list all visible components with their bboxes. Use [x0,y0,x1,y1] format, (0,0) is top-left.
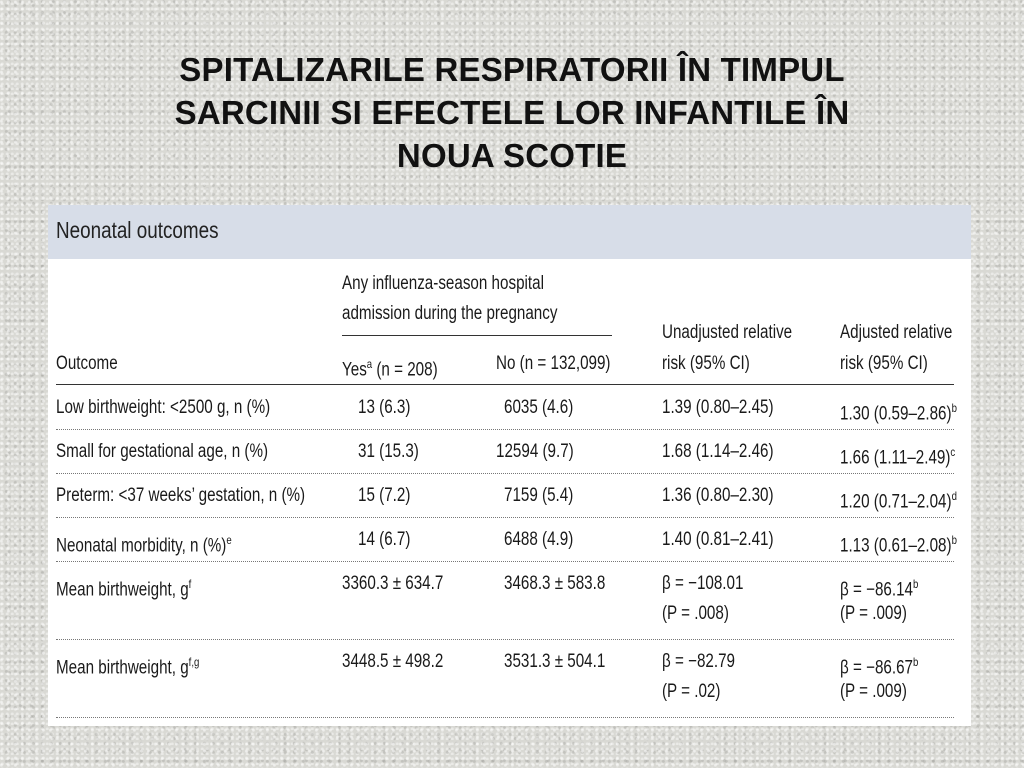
row-separator [56,517,954,518]
row-neonatal-morbidity-yes: 14 (6.7) [358,529,411,550]
row-small-for-gestational-age-unadjusted: 1.68 (1.14–2.46) [662,441,774,462]
row-mean-birthweight-adjusted-p: (P = .009) [840,603,907,624]
row-preterm-yes: 15 (7.2) [358,485,411,506]
row-low-birthweight-adjusted-value: 1.30 (0.59–2.86) [840,403,952,425]
header-rule [56,384,954,385]
row-neonatal-morbidity-outcome [56,529,232,557]
col-outcome: Outcome [56,353,118,374]
row-mean-birthweight-2-outcome [56,651,199,679]
row-separator [56,639,954,640]
col-yes [342,353,438,381]
row-mean-birthweight-2-unadjusted-p: (P = .02) [662,681,721,702]
neonatal-outcomes-table [48,205,971,726]
row-mean-birthweight-unadjusted: β = −108.01 [662,573,744,594]
row-mean-birthweight-unadjusted-p: (P = .008) [662,603,729,624]
row-mean-birthweight-no: 3468.3 ± 583.8 [504,573,606,594]
row-low-birthweight-unadjusted: 1.39 (0.80–2.45) [662,397,774,418]
row-mean-birthweight-2-no: 3531.3 ± 504.1 [504,651,606,672]
row-separator [56,473,954,474]
table-header-band [48,205,971,259]
row-mean-birthweight-2-adjusted [840,651,918,679]
group-header-line-2: admission during the pregnancy [342,303,558,324]
row-mean-birthweight-outcome-label: Mean birthweight, g [56,579,189,601]
row-mean-birthweight-outcome [56,573,191,601]
col-unadjusted-line-2: risk (95% CI) [662,353,750,374]
col-yes-label: Yes [342,359,367,381]
row-neonatal-morbidity-no: 6488 (4.9) [504,529,574,550]
row-preterm-adjusted-value: 1.20 (0.71–2.04) [840,491,952,513]
slide-title [60,48,964,177]
row-mean-birthweight-2-adjusted-value: β = −86.67 [840,657,913,679]
row-neonatal-morbidity-outcome-label: Neonatal morbidity, n (%) [56,535,227,557]
row-separator [56,561,954,562]
row-mean-birthweight-adjusted-value: β = −86.14 [840,579,913,601]
row-mean-birthweight-yes: 3360.3 ± 634.7 [342,573,444,594]
slide-title-line-1: SPITALIZARILE RESPIRATORII ÎN TIMPUL [179,51,845,88]
row-preterm-no: 7159 (5.4) [504,485,574,506]
row-low-birthweight-yes: 13 (6.3) [358,397,411,418]
col-unadjusted-line-1: Unadjusted relative [662,322,793,343]
col-yes-footnote: a [366,357,373,371]
row-small-for-gestational-age-outcome: Small for gestational age, n (%) [56,441,269,462]
row-low-birthweight-adjusted [840,397,957,425]
row-preterm-outcome: Preterm: <37 weeks’ gestation, n (%) [56,485,306,506]
row-small-for-gestational-age-yes: 31 (15.3) [358,441,419,462]
row-low-birthweight-no: 6035 (4.6) [504,397,574,418]
row-mean-birthweight-outcome-footnote: f [188,577,192,591]
row-mean-birthweight-2-outcome-footnote: f,g [188,655,200,669]
row-low-birthweight-adjusted-footnote: b [951,401,957,415]
col-no: No (n = 132,099) [496,353,611,374]
row-mean-birthweight-adjusted [840,573,918,601]
row-separator [56,717,954,718]
row-mean-birthweight-adjusted-footnote: b [912,577,919,591]
row-neonatal-morbidity-adjusted-footnote: b [951,533,957,547]
row-small-for-gestational-age-adjusted [840,441,955,469]
row-small-for-gestational-age-adjusted-value: 1.66 (1.11–2.49) [840,447,951,469]
row-separator [56,429,954,430]
table-heading: Neonatal outcomes [56,217,219,243]
row-preterm-unadjusted: 1.36 (0.80–2.30) [662,485,774,506]
row-small-for-gestational-age-adjusted-footnote: c [950,445,956,459]
row-preterm-adjusted-footnote: d [951,489,957,503]
group-header-rule [342,335,612,336]
row-neonatal-morbidity-unadjusted: 1.40 (0.81–2.41) [662,529,774,550]
row-neonatal-morbidity-adjusted-value: 1.13 (0.61–2.08) [840,535,952,557]
row-small-for-gestational-age-no: 12594 (9.7) [496,441,574,462]
row-mean-birthweight-2-adjusted-p: (P = .009) [840,681,907,702]
slide-title-line-3: NOUA SCOTIE [396,137,628,174]
col-yes-n: (n = 208) [372,359,438,381]
group-header-line-1: Any influenza-season hospital [342,273,544,294]
col-adjusted-line-1: Adjusted relative [840,322,953,343]
row-mean-birthweight-2-adjusted-footnote: b [912,655,919,669]
row-neonatal-morbidity-outcome-footnote: e [226,533,232,547]
row-mean-birthweight-2-outcome-label: Mean birthweight, g [56,657,189,679]
row-mean-birthweight-2-unadjusted: β = −82.79 [662,651,735,672]
row-neonatal-morbidity-adjusted [840,529,957,557]
col-adjusted-line-2: risk (95% CI) [840,353,928,374]
slide-title-line-2: SARCINII SI EFECTELE LOR INFANTILE ÎN [174,94,850,131]
row-mean-birthweight-2-yes: 3448.5 ± 498.2 [342,651,444,672]
row-preterm-adjusted [840,485,957,513]
row-low-birthweight-outcome: Low birthweight: <2500 g, n (%) [56,397,271,418]
